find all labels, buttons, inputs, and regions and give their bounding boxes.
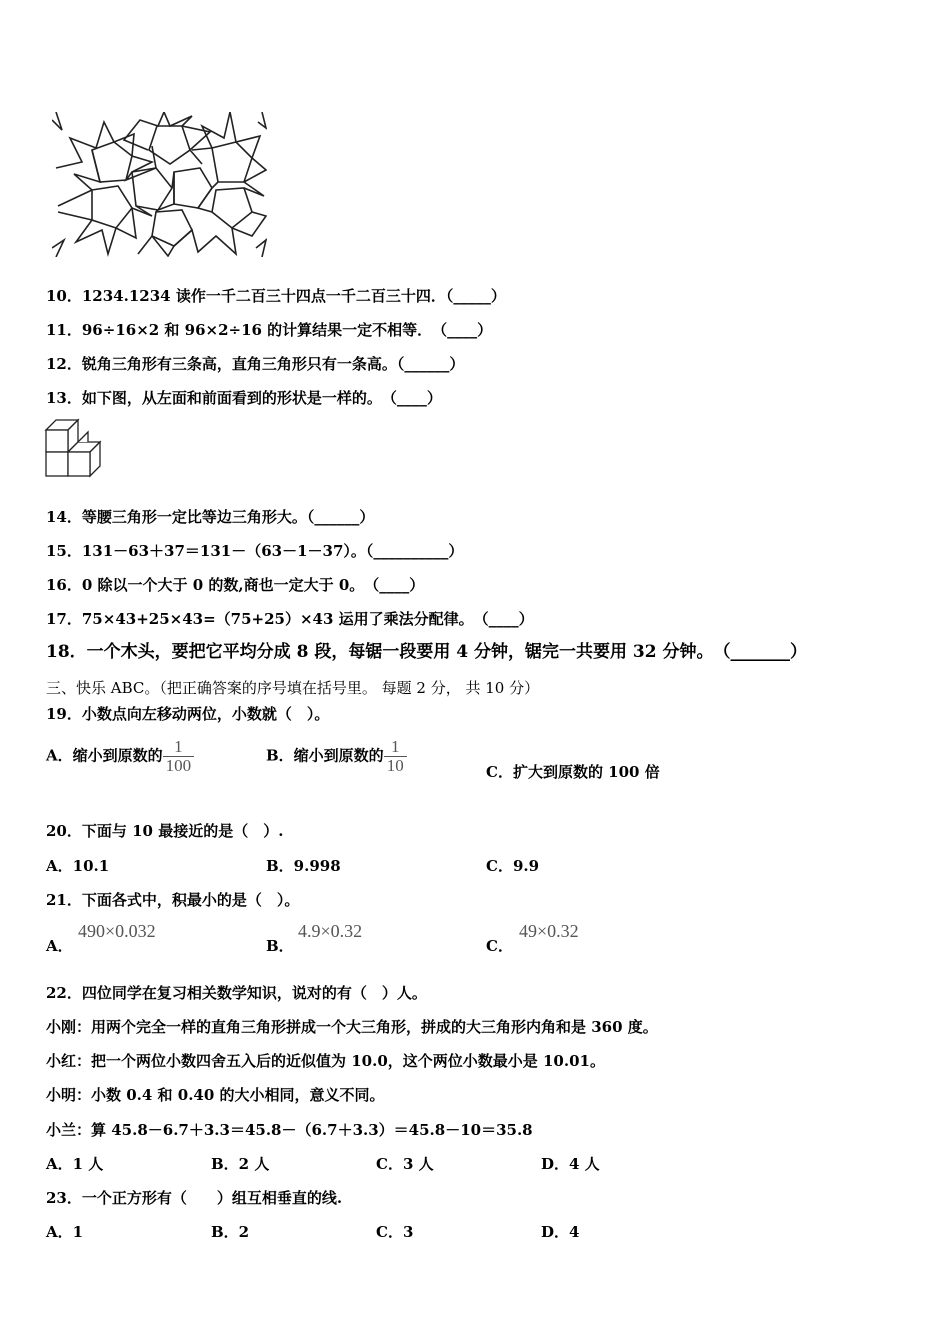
question-19-option-b: B．缩小到原数的 $\frac{1}{10}$	[266, 738, 407, 775]
question-11: 11．96÷16×2 和 96×2÷16 的计算结果一定不相等． （____）	[46, 321, 493, 339]
question-22-statement-xiaogang: 小刚：用两个完全一样的直角三角形拼成一个大三角形，拼成的大三角形内角和是 360 度。	[46, 1018, 658, 1036]
question-22-statement-xiaoming: 小明：小数 0.4 和 0.40 的大小相同，意义不同。	[46, 1086, 385, 1104]
section-3-heading: 三、快乐 ABC。（把正确答案的序号填在括号里。 每题 2 分， 共 10 分）	[46, 679, 540, 697]
question-14: 14．等腰三角形一定比等边三角形大。（______）	[46, 508, 375, 526]
question-21-stem: 21．下面各式中，积最小的是（ ）。	[46, 891, 300, 909]
question-22-option-a: A．1 人	[46, 1155, 104, 1173]
question-20-option-a: A．10.1	[46, 857, 110, 875]
question-23-option-c: C．3	[376, 1223, 414, 1241]
question-22-statement-xiaohong: 小红：把一个两位小数四舍五入后的近似值为 10.0，这个两位小数最小是 10.01。	[46, 1052, 605, 1070]
question-13: 13．如下图，从左面和前面看到的形状是一样的。 （____）	[46, 389, 442, 407]
question-21-option-b-label: B．	[266, 937, 294, 955]
question-23-option-d: D．4	[541, 1223, 580, 1241]
question-21-option-a-expression: 490×0.032	[78, 921, 156, 941]
fraction-1-10: $\frac{1}{10}$	[384, 738, 407, 775]
question-19-option-c: C．扩大到原数的 100 倍	[486, 763, 660, 781]
question-22-option-b: B．2 人	[211, 1155, 270, 1173]
question-23-stem: 23．一个正方形有（ ）组互相垂直的线.	[46, 1189, 343, 1207]
question-22-option-d: D．4 人	[541, 1155, 600, 1173]
cube-stack-figure	[44, 418, 106, 478]
question-20-option-b: B．9.998	[266, 857, 341, 875]
fraction-1-100: $\frac{1}{100}$	[163, 738, 195, 775]
question-20-stem: 20．下面与 10 最接近的是（ ）.	[46, 822, 284, 840]
question-17: 17．75×43+25×43=（75+25）×43 运用了乘法分配律。 （____）	[46, 610, 534, 628]
question-20-option-c: C．9.9	[486, 857, 540, 875]
question-21-option-a-label: A．	[46, 937, 73, 955]
question-15: 15．131－63＋37＝131－（63－1－37）。（__________）	[46, 542, 464, 560]
question-21-option-c-expression: 49×0.32	[519, 921, 579, 941]
question-21-option-b-expression: 4.9×0.32	[298, 921, 363, 941]
pentagon-star-tessellation-figure	[52, 112, 267, 257]
question-22-stem: 22．四位同学在复习相关数学知识，说对的有（ ）人。	[46, 984, 427, 1002]
question-16: 16．0 除以一个大于 0 的数,商也一定大于 0。 （____）	[46, 576, 425, 594]
question-21-option-c-label: C．	[486, 937, 513, 955]
question-12: 12．锐角三角形有三条高，直角三角形只有一条高。（______）	[46, 355, 465, 373]
question-19-option-a: A．缩小到原数的 $\frac{1}{100}$	[46, 738, 194, 775]
question-22-statement-xiaolan: 小兰：算 45.8－6.7＋3.3＝45.8－（6.7＋3.3）＝45.8－10＝35.8	[46, 1121, 533, 1139]
question-10: 10．1234.1234 读作一千二百三十四点一千二百三十四．（_____）	[46, 287, 506, 305]
question-23-option-b: B．2	[211, 1223, 250, 1241]
question-18: 18．一个木头，要把它平均分成 8 段，每锯一段要用 4 分钟，锯完一共要用 32 分钟。 （_______）	[46, 642, 807, 662]
question-19-stem: 19．小数点向左移动两位，小数就（ ）。	[46, 705, 330, 723]
question-22-option-c: C．3 人	[376, 1155, 434, 1173]
question-23-option-a: A．1	[46, 1223, 84, 1241]
